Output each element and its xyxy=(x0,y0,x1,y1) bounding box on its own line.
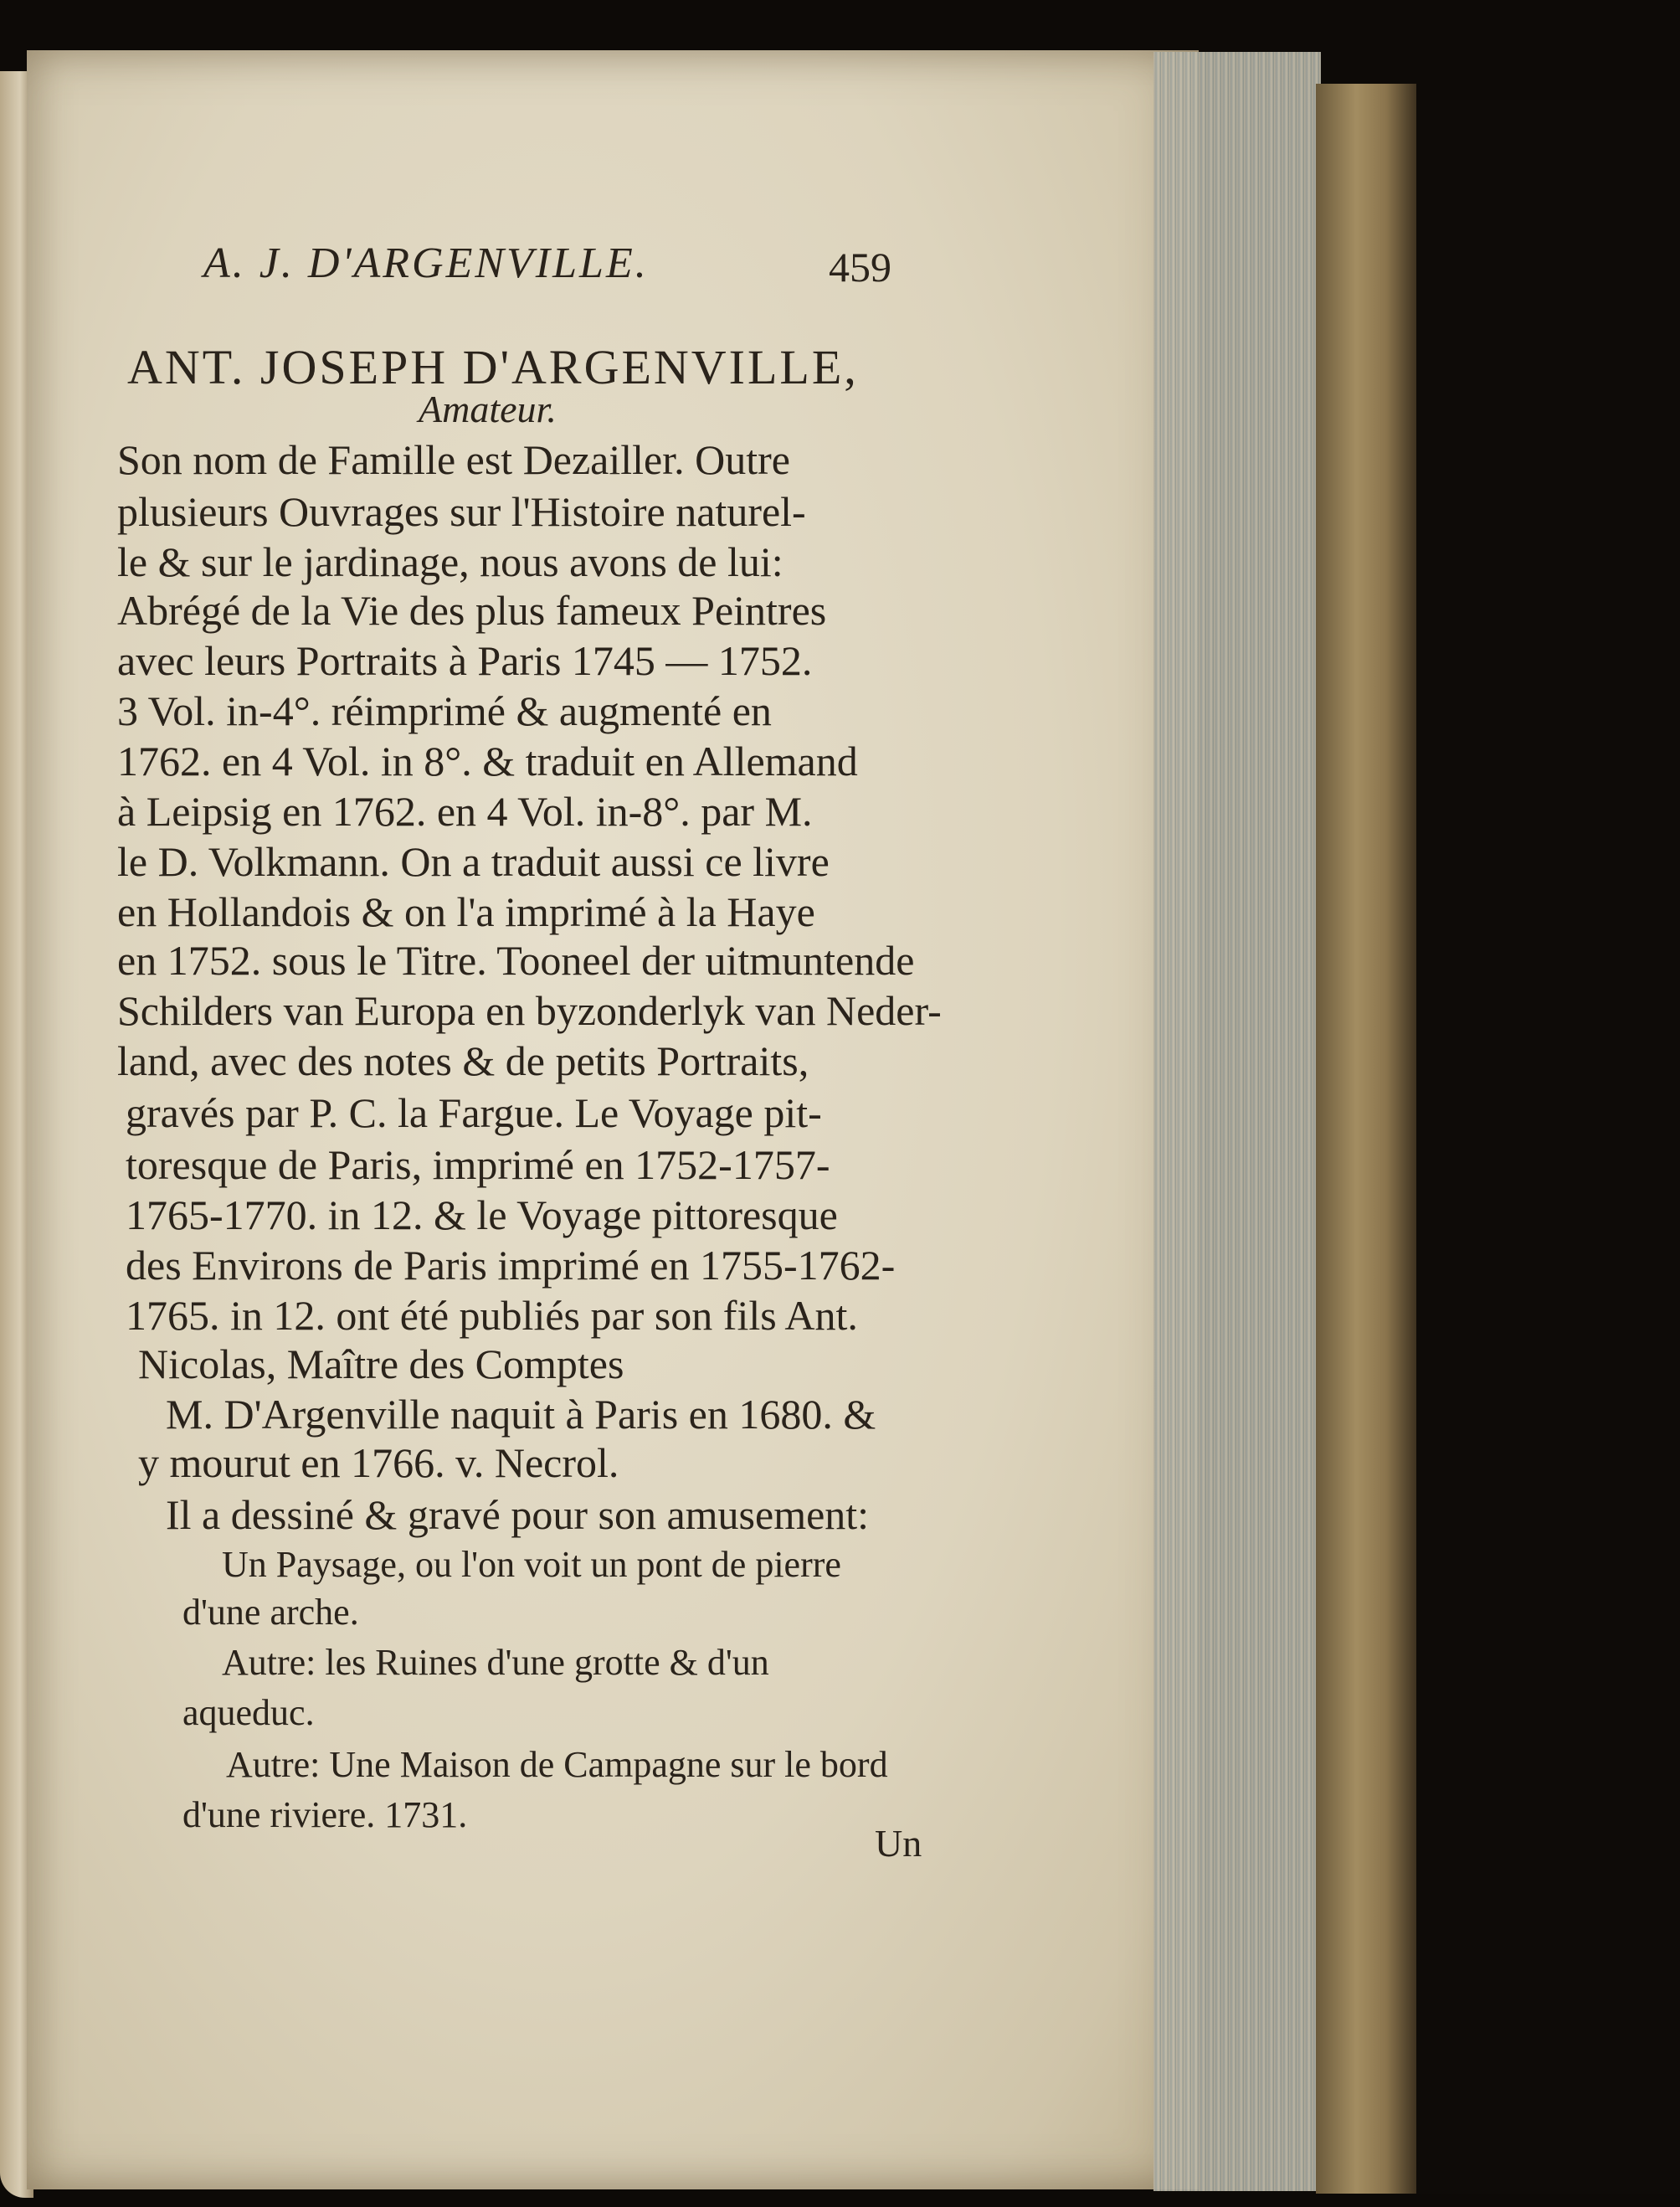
body-line: des Environs de Paris imprimé en 1755-1762- xyxy=(126,1242,896,1289)
catalog-line: Autre: les Ruines d'une grotte & d'un xyxy=(222,1642,769,1683)
running-head: A. J. D'ARGENVILLE. xyxy=(203,239,649,287)
body-line: Nicolas, Maître des Comptes xyxy=(138,1340,624,1387)
body-line: en Hollandois & on l'a imprimé à la Haye xyxy=(117,888,815,935)
catalog-line: d'une riviere. 1731. xyxy=(182,1794,468,1835)
entry-heading: ANT. JOSEPH D'ARGENVILLE, xyxy=(127,340,859,394)
body-line: en 1752. sous le Titre. Tooneel der uitmuntende xyxy=(117,937,915,984)
body-line: avec leurs Portraits à Paris 1745 — 1752. xyxy=(117,637,813,684)
body-line: 1765-1770. in 12. & le Voyage pittoresque xyxy=(126,1191,838,1238)
body-line: le & sur le jardinage, nous avons de lui: xyxy=(117,538,783,585)
catalog-line: d'une arche. xyxy=(182,1592,359,1633)
body-line: Il a dessiné & gravé pour son amusement: xyxy=(166,1491,870,1538)
catchword: Un xyxy=(875,1822,922,1865)
body-line: gravés par P. C. la Fargue. Le Voyage pit- xyxy=(126,1089,822,1136)
body-line: Son nom de Famille est Dezailler. Outre xyxy=(117,436,790,483)
body-line: land, avec des notes & de petits Portraits, xyxy=(117,1037,809,1084)
body-line: M. D'Argenville naquit à Paris en 1680. & xyxy=(166,1391,876,1438)
body-line: à Leipsig en 1762. en 4 Vol. in-8°. par M. xyxy=(117,788,813,835)
entry-subheading: Amateur. xyxy=(419,388,557,430)
page-block-edges xyxy=(1153,52,1321,2191)
catalog-line: Autre: Une Maison de Campagne sur le bord xyxy=(226,1744,888,1785)
body-line: 1765. in 12. ont été publiés par son fils Ant. xyxy=(126,1292,858,1339)
body-line: y mourut en 1766. v. Necrol. xyxy=(138,1439,619,1486)
catalog-line: aqueduc. xyxy=(182,1692,315,1733)
body-line: Abrégé de la Vie des plus fameux Peintres xyxy=(117,587,827,634)
body-line: plusieurs Ouvrages sur l'Histoire naturel- xyxy=(117,488,806,535)
body-line: Schilders van Europa en byzonderlyk van Neder- xyxy=(117,987,942,1034)
background xyxy=(1416,100,1680,2194)
catalog-line: Un Paysage, ou l'on voit un pont de pierre xyxy=(222,1544,841,1585)
body-line: 3 Vol. in-4°. réimprimé & augmenté en xyxy=(117,687,772,734)
book-cover-edge xyxy=(1316,84,1416,2194)
body-line: toresque de Paris, imprimé en 1752-1757- xyxy=(126,1141,830,1188)
body-line: le D. Volkmann. On a traduit aussi ce livre xyxy=(117,838,830,885)
body-line: 1762. en 4 Vol. in 8°. & traduit en Allemand xyxy=(117,738,858,785)
page-number: 459 xyxy=(829,244,891,291)
